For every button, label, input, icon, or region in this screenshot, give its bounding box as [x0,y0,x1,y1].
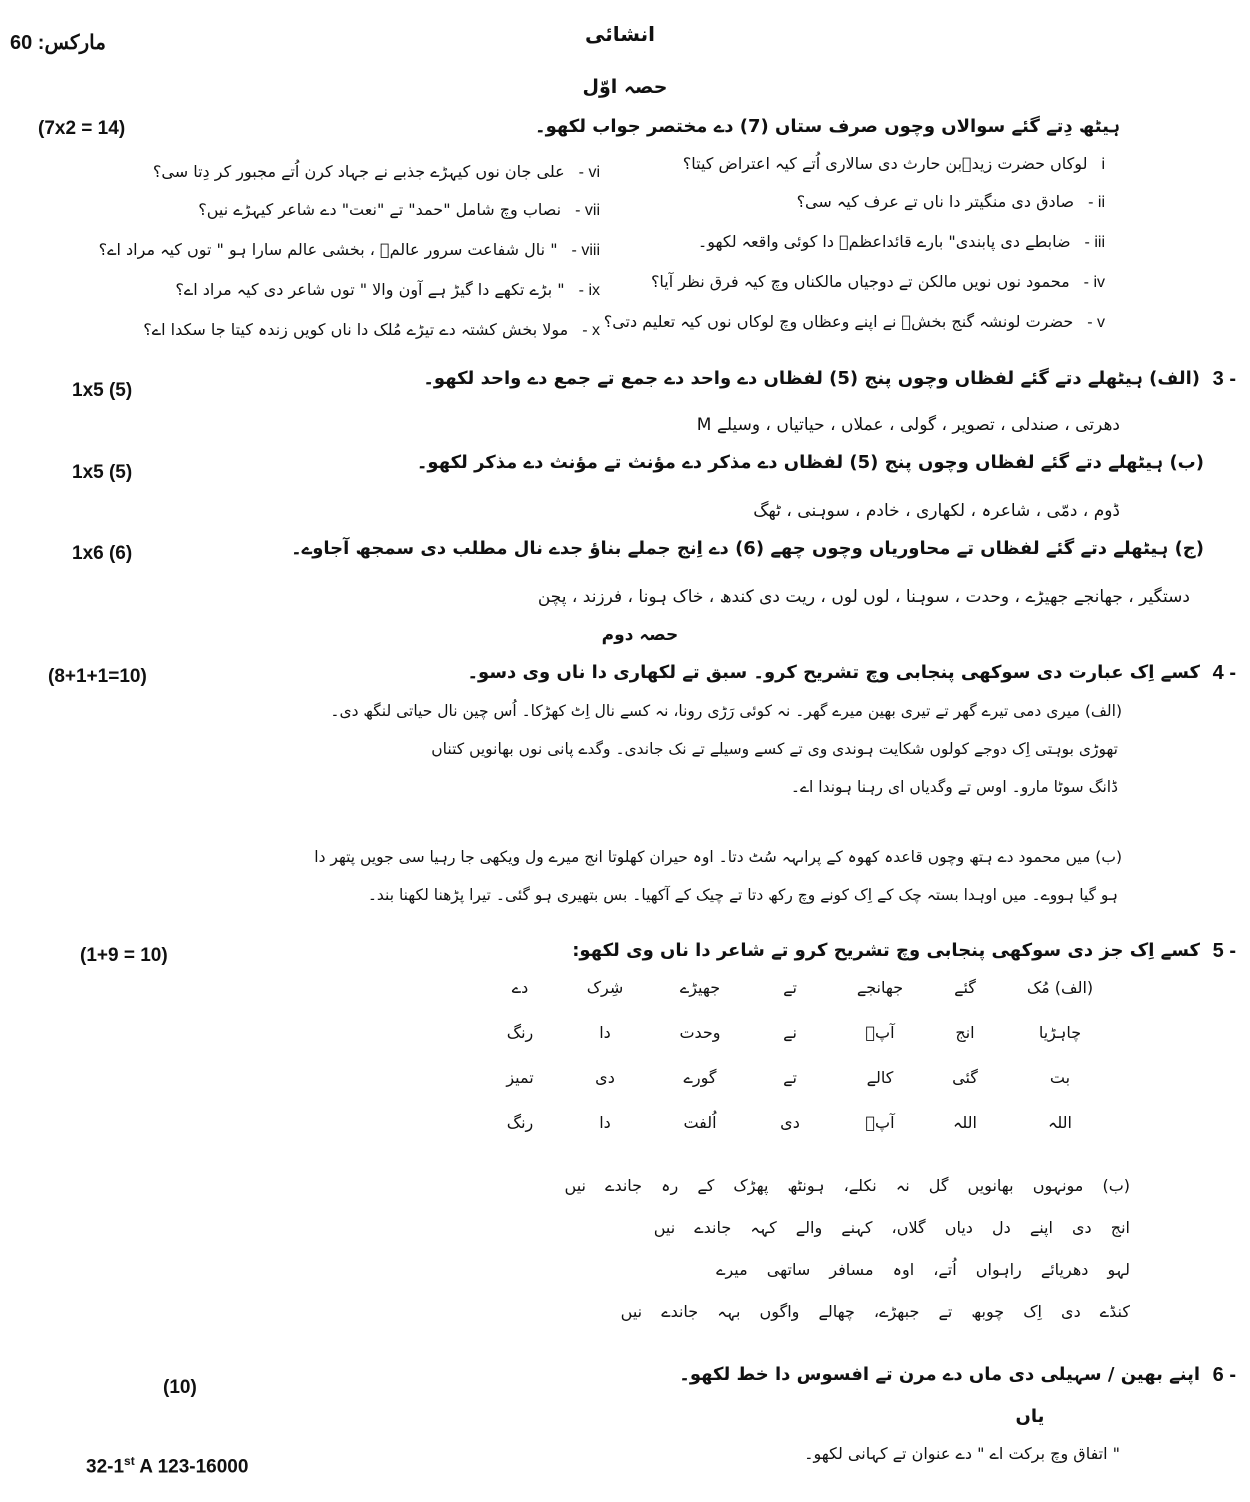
q5b-verse-line: کنڈے دی اِک چوبھ تے جبھڑے، چھالے واگوں بہہ جاندے نیں [620,1302,1130,1321]
question-number: v - [1087,314,1105,331]
poem-word: جھانجے [856,978,904,997]
poem-word: جھیڑے [679,978,721,997]
q4a-passage-line: ڈانگ سوٹا مارو۔ اوس تے وگدیاں ای رہنا ہوندا اے۔ [790,778,1118,796]
poem-word: دے [511,978,529,997]
poem-word: نے [783,1023,797,1042]
question-number: viii - [571,242,600,259]
question-item [60,320,600,360]
q5-number: 5 - [1212,940,1236,962]
q5-marks: (1+9 = 10) [80,945,168,966]
q3a-marks: 1x5 (5) [72,380,133,401]
question-text: محمود نوں نویں مالکن تے دوجیاں مالکناں وچ کیہ فرق نظر آیا؟ [650,272,1070,291]
poem-word: رنگ [506,1113,534,1132]
poem-word: چاہڑیا [1038,1023,1082,1042]
poem-word: شِرک [586,978,624,997]
paper-code [86,1454,248,1478]
total-marks: مارکس: 60 [10,32,106,54]
q3c-instruction: (ج) ہیٹھلے دتے گئے لفظاں تے محاوریاں وچوں چھے (6) دے اِنج جملے بناؤ جدے نال مطلب دی سمجھ آجاوے۔ [291,538,1204,559]
q6-or-label: یاں [1015,1406,1045,1427]
paper-code-prefix: 32-1 [86,1456,125,1478]
question-text: علی جان نوں کیہڑے جذبے نے جہاد کرن اُتے مجبور کر دِتا سی؟ [152,162,565,181]
poem-word: وحدت [679,1023,721,1042]
q5a-poem [480,978,1120,1132]
q3b-instruction: (ب) ہیٹھلے دتے گئے لفظاں وچوں پنج (5) لفظاں دے مذکر دے مؤنث تے مؤنث دے مذکر لکھو۔ [416,452,1204,473]
question-number: iv - [1083,274,1105,291]
poem-word: دا [599,1113,611,1132]
poem-word: دی [780,1113,800,1132]
q5b-verse-line: لہو دھریائے راہواں اُتے، اوہ مسافر ساتھی میرے [716,1260,1130,1279]
poem-word: اللہ [1048,1113,1072,1132]
q5b-verse-line: انج دی اپنے دل دیاں گلاں، کہنے والے کہہ جاندے نیں [653,1218,1130,1237]
q2-instruction: ہیٹھ دِتے گئے سوالاں وچوں صرف ستاں (7) دے مختصر جواب لکھو۔ [535,116,1120,137]
poem-word: دی [595,1068,615,1087]
q5b-verse-line: (ب) مونہوں بھانویں گل نہ نکلے، ہونٹھ پھڑک کے رہ جاندے نیں [564,1176,1130,1195]
poem-word: تے [783,1068,797,1087]
question-item [60,280,600,320]
question-item [60,162,600,200]
question-number: iii - [1084,234,1105,251]
poem-word: گئی [952,1068,978,1087]
question-number: vi - [578,164,600,181]
paper-code-sup: st [124,1454,135,1468]
subject-title: انشائی [585,22,655,46]
q4a-passage-line: تھوڑی بوہتی اِک دوجے کولوں شکایت ہوندی وی تے کسے وسیلے تے نک جاندی۔ وگدے پانی نوں بھانویں کتناں [431,740,1118,758]
poem-word: گورے [683,1068,717,1087]
question-text: مولا بخش کشتہ دے تیڑے مُلک دا ناں کویں زندہ کیتا جا سکدا اے؟ [143,320,569,339]
section-two-heading: حصہ دوم [601,625,679,645]
poem-word: اُلفت [683,1113,717,1132]
poem-word: اللہ [953,1113,977,1132]
q5-instruction: کسے اِک جز دی سوکھی پنجابی وچ تشریح کرو تے شاعر دا ناں وی لکھو: [572,940,1200,961]
q6-marks: (10) [163,1377,197,1398]
q2-left-column [60,162,600,360]
question-number: vii - [575,202,600,219]
q4a-passage-line: (الف) میری دمی تیرے گھر تے تیری بھین میرے گھر۔ نہ کوئی رَڑی رونا، نہ کسے نال اِٹ کھڑکا۔ اُس چین نال حیاتی لنگھ دی۔ [330,702,1122,720]
q6-alt-instruction: " اتفاق وچ برکت اے " دے عنوان تے کہانی لکھو۔ [804,1444,1120,1463]
question-item [60,200,600,240]
q3c-marks: 1x6 (6) [72,543,133,564]
q3a-instruction: (الف) ہیٹھلے دتے گئے لفظاں وچوں پنج (5) لفظاں دے واحد دے جمع تے جمع دے واحد لکھو۔ [423,368,1200,389]
paper-code-suffix: A 123-16000 [134,1456,249,1478]
poem-word: رنگ [506,1023,534,1042]
poem-word: تے [783,978,797,997]
question-number: x - [582,322,600,339]
question-number: i [1101,156,1105,173]
question-text: ضابطے دی پابندی" بارے قائداعظمؒ دا کوئی واقعہ لکھو۔ [697,232,1071,251]
q3b-word-list: ڈوم ، دمّی ، شاعرہ ، لکھاری ، خادم ، سوہنی ، ٹھگ [753,501,1120,521]
poem-word: دا [599,1023,611,1042]
q3b-marks: 1x5 (5) [72,462,133,483]
q4-number: 4 - [1212,662,1236,684]
poem-word: آپؐ [865,1023,895,1042]
poem-word: (الف) مُک [1026,978,1094,997]
question-text: حضرت لونشہ گنج بخشؒ نے اپنے وعظاں وچ لوکاں نوں کیہ تعلیم دتی؟ [603,312,1074,331]
q3a-word-list: M دھرتی ، صندلی ، تصویر ، گولی ، عملاں ، حیاتیاں ، وسیلے [696,415,1120,435]
poem-word: انج [955,1023,975,1042]
question-number: ii - [1088,194,1105,211]
poem-word: بت [1049,1068,1071,1087]
poem-word: گئے [954,978,976,997]
section-one-heading: حصہ اوّل [582,76,668,98]
question-text: لوکاں حضرت زیدؓبن حارث دی سالاری اُتے کیہ اعتراض کیتا؟ [682,154,1088,173]
q6-number: 6 - [1212,1364,1236,1386]
question-number: ix - [578,282,600,299]
poem-word: کالے [866,1068,894,1087]
q6-instruction: اپنے بھین / سہیلی دی ماں دے مرن تے افسوس دا خط لکھو۔ [679,1364,1200,1385]
q3-number: 3 - [1212,368,1236,390]
question-text: صادق دی منگیتر دا ناں تے عرف کیہ سی؟ [796,192,1075,211]
question-text: " نال شفاعت سرور عالمؐ ، بخشی عالم سارا ہو " توں کیہ مراد اے؟ [98,240,558,259]
poem-word: تمیز [506,1068,534,1087]
q3c-word-list: دستگیر ، جھانجے جھیڑے ، وحدت ، سوہنا ، لوں لوں ، ریت دی کندھ ، خاک ہونا ، فرزند ، پچن [537,587,1190,607]
q4-instruction: کسے اِک عبارت دی سوکھی پنجابی وچ تشریح کرو۔ سبق تے لکھاری دا ناں وی دسو۔ [467,662,1200,683]
question-text: " بڑے تکھے دا گیڑ ہے آون والا " توں شاعر دی کیہ مراد اے؟ [175,280,565,299]
question-item [60,240,600,280]
q4b-passage-line: ہو گیا ہووے۔ میں اوہدا بستہ چک کے اِک کونے وچ رکھ دتا تے چیک کے آکھیا۔ بس بتھیری ہو گئی۔ تیرا پڑھنا لکھنا بند۔ [367,886,1118,904]
q2-marks: (7x2 = 14) [38,118,126,139]
q4b-passage-line: (ب) میں محمود دے ہتھ وچوں قاعدہ کھوہ کے پراںہہ سُٹ دتا۔ اوہ حیران کھلوتا انج میرے ول ویکھی جا رہیا سی جویں پتھر دا [314,848,1122,866]
q4-marks: (8+1+1=10) [48,666,147,687]
question-text: نصاب وچ شامل "حمد" تے "نعت" دے شاعر کیہڑے نیں؟ [198,200,562,219]
poem-word: آپؐ [865,1113,895,1132]
